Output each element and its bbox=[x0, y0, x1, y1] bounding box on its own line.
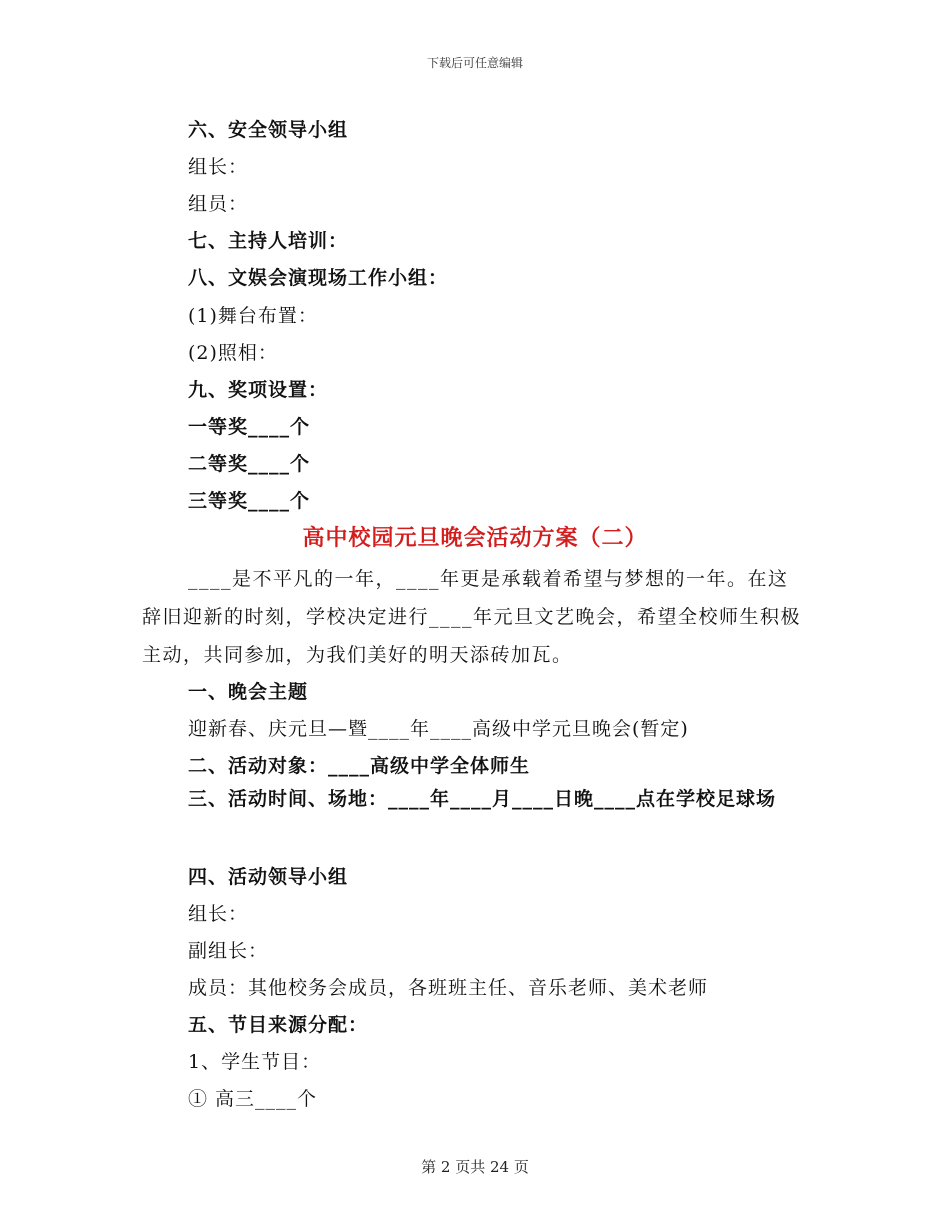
text-leader: 组长： bbox=[188, 156, 249, 178]
section-heading-safety: 六、安全领导小组 bbox=[188, 119, 349, 141]
page-footer: 第 2 页共 24 页 bbox=[421, 1158, 529, 1176]
section-heading-host-training: 七、主持人培训： bbox=[188, 230, 349, 252]
section-heading-leadership: 四、活动领导小组 bbox=[188, 866, 349, 888]
text-members: 组员： bbox=[188, 193, 249, 215]
document-title: 高中校园元旦晚会活动方案（二） bbox=[302, 526, 648, 551]
text-student-programs: 1、学生节目： bbox=[188, 1051, 322, 1073]
section-heading-work-group: 八、文娱会演现场工作小组： bbox=[188, 267, 449, 289]
text-grade-three: ① 高三____个 bbox=[188, 1088, 318, 1110]
text-third-prize: 三等奖____个 bbox=[188, 490, 311, 512]
text-first-prize: 一等奖____个 bbox=[188, 416, 311, 438]
section-heading-time-place: 三、活动时间、场地：____年____月____日晚____点在学校足球场 bbox=[188, 788, 777, 810]
text-theme: 迎新春、庆元旦—暨____年____高级中学元旦晚会(暂定) bbox=[188, 718, 689, 740]
text-second-prize: 二等奖____个 bbox=[188, 453, 311, 475]
section-heading-audience: 二、活动对象：____高级中学全体师生 bbox=[188, 755, 531, 777]
intro-paragraph: ____是不平凡的一年，____年更是承载着希望与梦想的一年。在这辞旧迎新的时刻，学校决定进行____年元旦文艺晚会，希望全校师生积极主动，共同参加，为我们美好的明天添砖加瓦。 bbox=[142, 568, 802, 666]
text-group-members: 成员：其他校务会成员，各班班主任、音乐老师、美术老师 bbox=[188, 977, 709, 999]
section-heading-theme: 一、晚会主题 bbox=[188, 681, 309, 703]
text-deputy-leader: 副组长： bbox=[188, 940, 269, 962]
text-group-leader: 组长： bbox=[188, 903, 249, 925]
section-heading-programs: 五、节目来源分配： bbox=[188, 1014, 369, 1036]
text-stage-setup: (1)舞台布置： bbox=[188, 305, 318, 327]
page-header: 下载后可任意编辑 bbox=[426, 56, 523, 70]
section-heading-awards: 九、奖项设置： bbox=[188, 379, 329, 401]
text-photography: (2)照相： bbox=[188, 342, 278, 364]
